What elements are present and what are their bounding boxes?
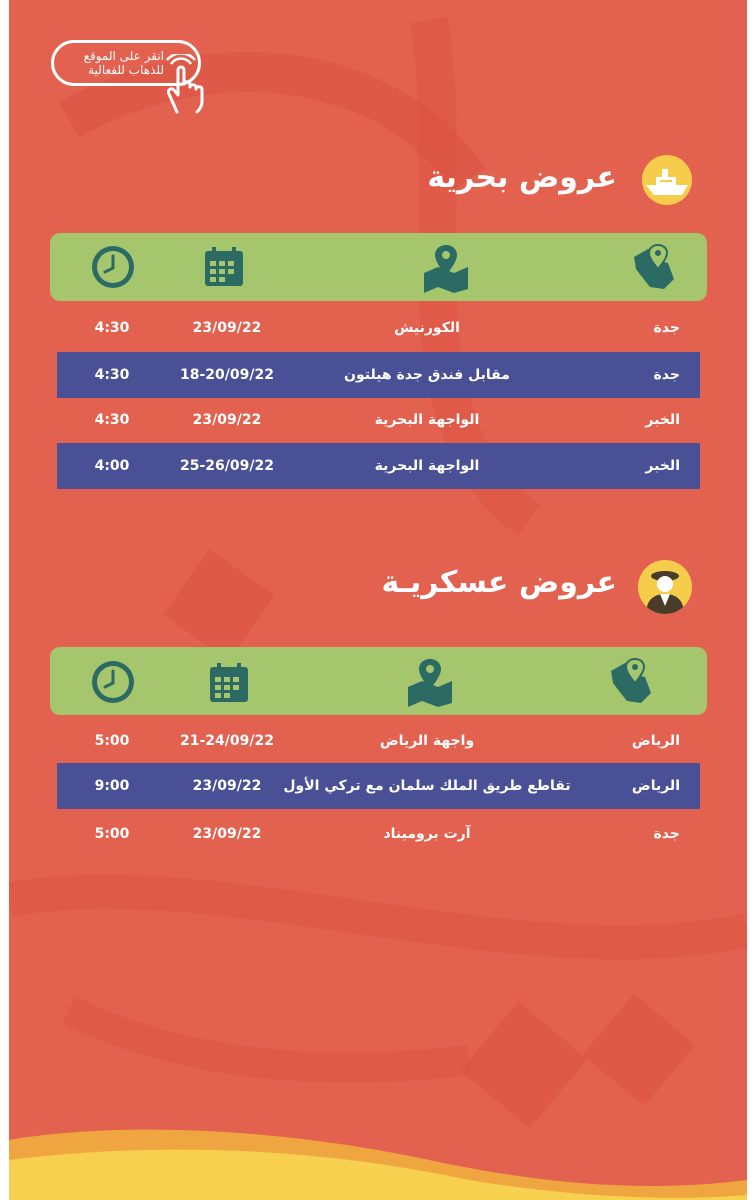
clock-icon — [90, 659, 136, 705]
row-city: الخبر — [645, 458, 680, 474]
military-section-title: عروض عسكريـة — [381, 565, 617, 600]
saudi-map-pin-icon — [602, 655, 658, 707]
row-place: تقاطع طريق الملك سلمان مع تركي الأول — [283, 778, 571, 794]
hint-line2: للذهاب للفعالية — [88, 63, 164, 77]
map-location-icon — [404, 657, 456, 707]
military-row-2[interactable] — [57, 763, 700, 809]
bottom-wave-decoration — [9, 1110, 747, 1200]
row-city: جدة — [653, 367, 680, 383]
hint-line1: انقر على الموقع — [83, 49, 164, 63]
naval-row-2[interactable] — [57, 352, 700, 398]
naval-section-title: عروض بحرية — [427, 160, 617, 195]
naval-row-3[interactable] — [57, 397, 700, 443]
calendar-icon — [207, 661, 251, 705]
row-time: 4:30 — [94, 367, 130, 383]
saudi-map-pin-icon — [628, 241, 678, 293]
row-city: الرياض — [631, 778, 680, 794]
row-place: آرت بروميناد — [383, 826, 471, 842]
naval-row-4[interactable] — [57, 443, 700, 489]
row-city: الخبر — [645, 412, 680, 428]
background-decoration — [9, 0, 747, 1200]
row-place: واجهة الرياض — [379, 733, 475, 749]
row-date: 25-26/09/22 — [180, 458, 274, 474]
row-place: الواجهة البحرية — [374, 458, 480, 474]
row-date: 23/09/22 — [192, 826, 262, 842]
row-date: 23/09/22 — [192, 320, 262, 336]
row-city: جدة — [653, 320, 680, 336]
row-place: الواجهة البحرية — [374, 412, 480, 428]
clock-icon — [90, 244, 136, 290]
ship-icon — [642, 155, 692, 205]
row-date: 18-20/09/22 — [180, 367, 274, 383]
row-place: الكورنيش — [394, 320, 460, 336]
military-row-3[interactable] — [57, 811, 700, 857]
row-time: 5:00 — [94, 826, 130, 842]
row-city: الرياض — [631, 733, 680, 749]
naval-row-1[interactable] — [57, 305, 700, 351]
row-date: 21-24/09/22 — [180, 733, 274, 749]
row-time: 4:30 — [94, 412, 130, 428]
military-table-header — [50, 647, 707, 715]
map-location-icon — [420, 243, 472, 293]
soldier-icon — [638, 560, 692, 614]
row-city: جدة — [653, 826, 680, 842]
tap-hand-icon — [159, 54, 211, 114]
event-panel — [9, 0, 747, 1200]
row-time: 4:30 — [94, 320, 130, 336]
row-date: 23/09/22 — [192, 778, 262, 794]
ship-badge — [642, 155, 692, 205]
row-place: مقابل فندق جدة هيلتون — [344, 367, 510, 383]
hint-text — [54, 49, 164, 77]
military-row-1[interactable] — [57, 718, 700, 764]
row-time: 9:00 — [94, 778, 130, 794]
row-time: 4:00 — [94, 458, 130, 474]
naval-table-header — [50, 233, 707, 301]
calendar-icon — [202, 245, 246, 289]
row-date: 23/09/22 — [192, 412, 262, 428]
row-time: 5:00 — [94, 733, 130, 749]
soldier-badge — [638, 560, 692, 614]
